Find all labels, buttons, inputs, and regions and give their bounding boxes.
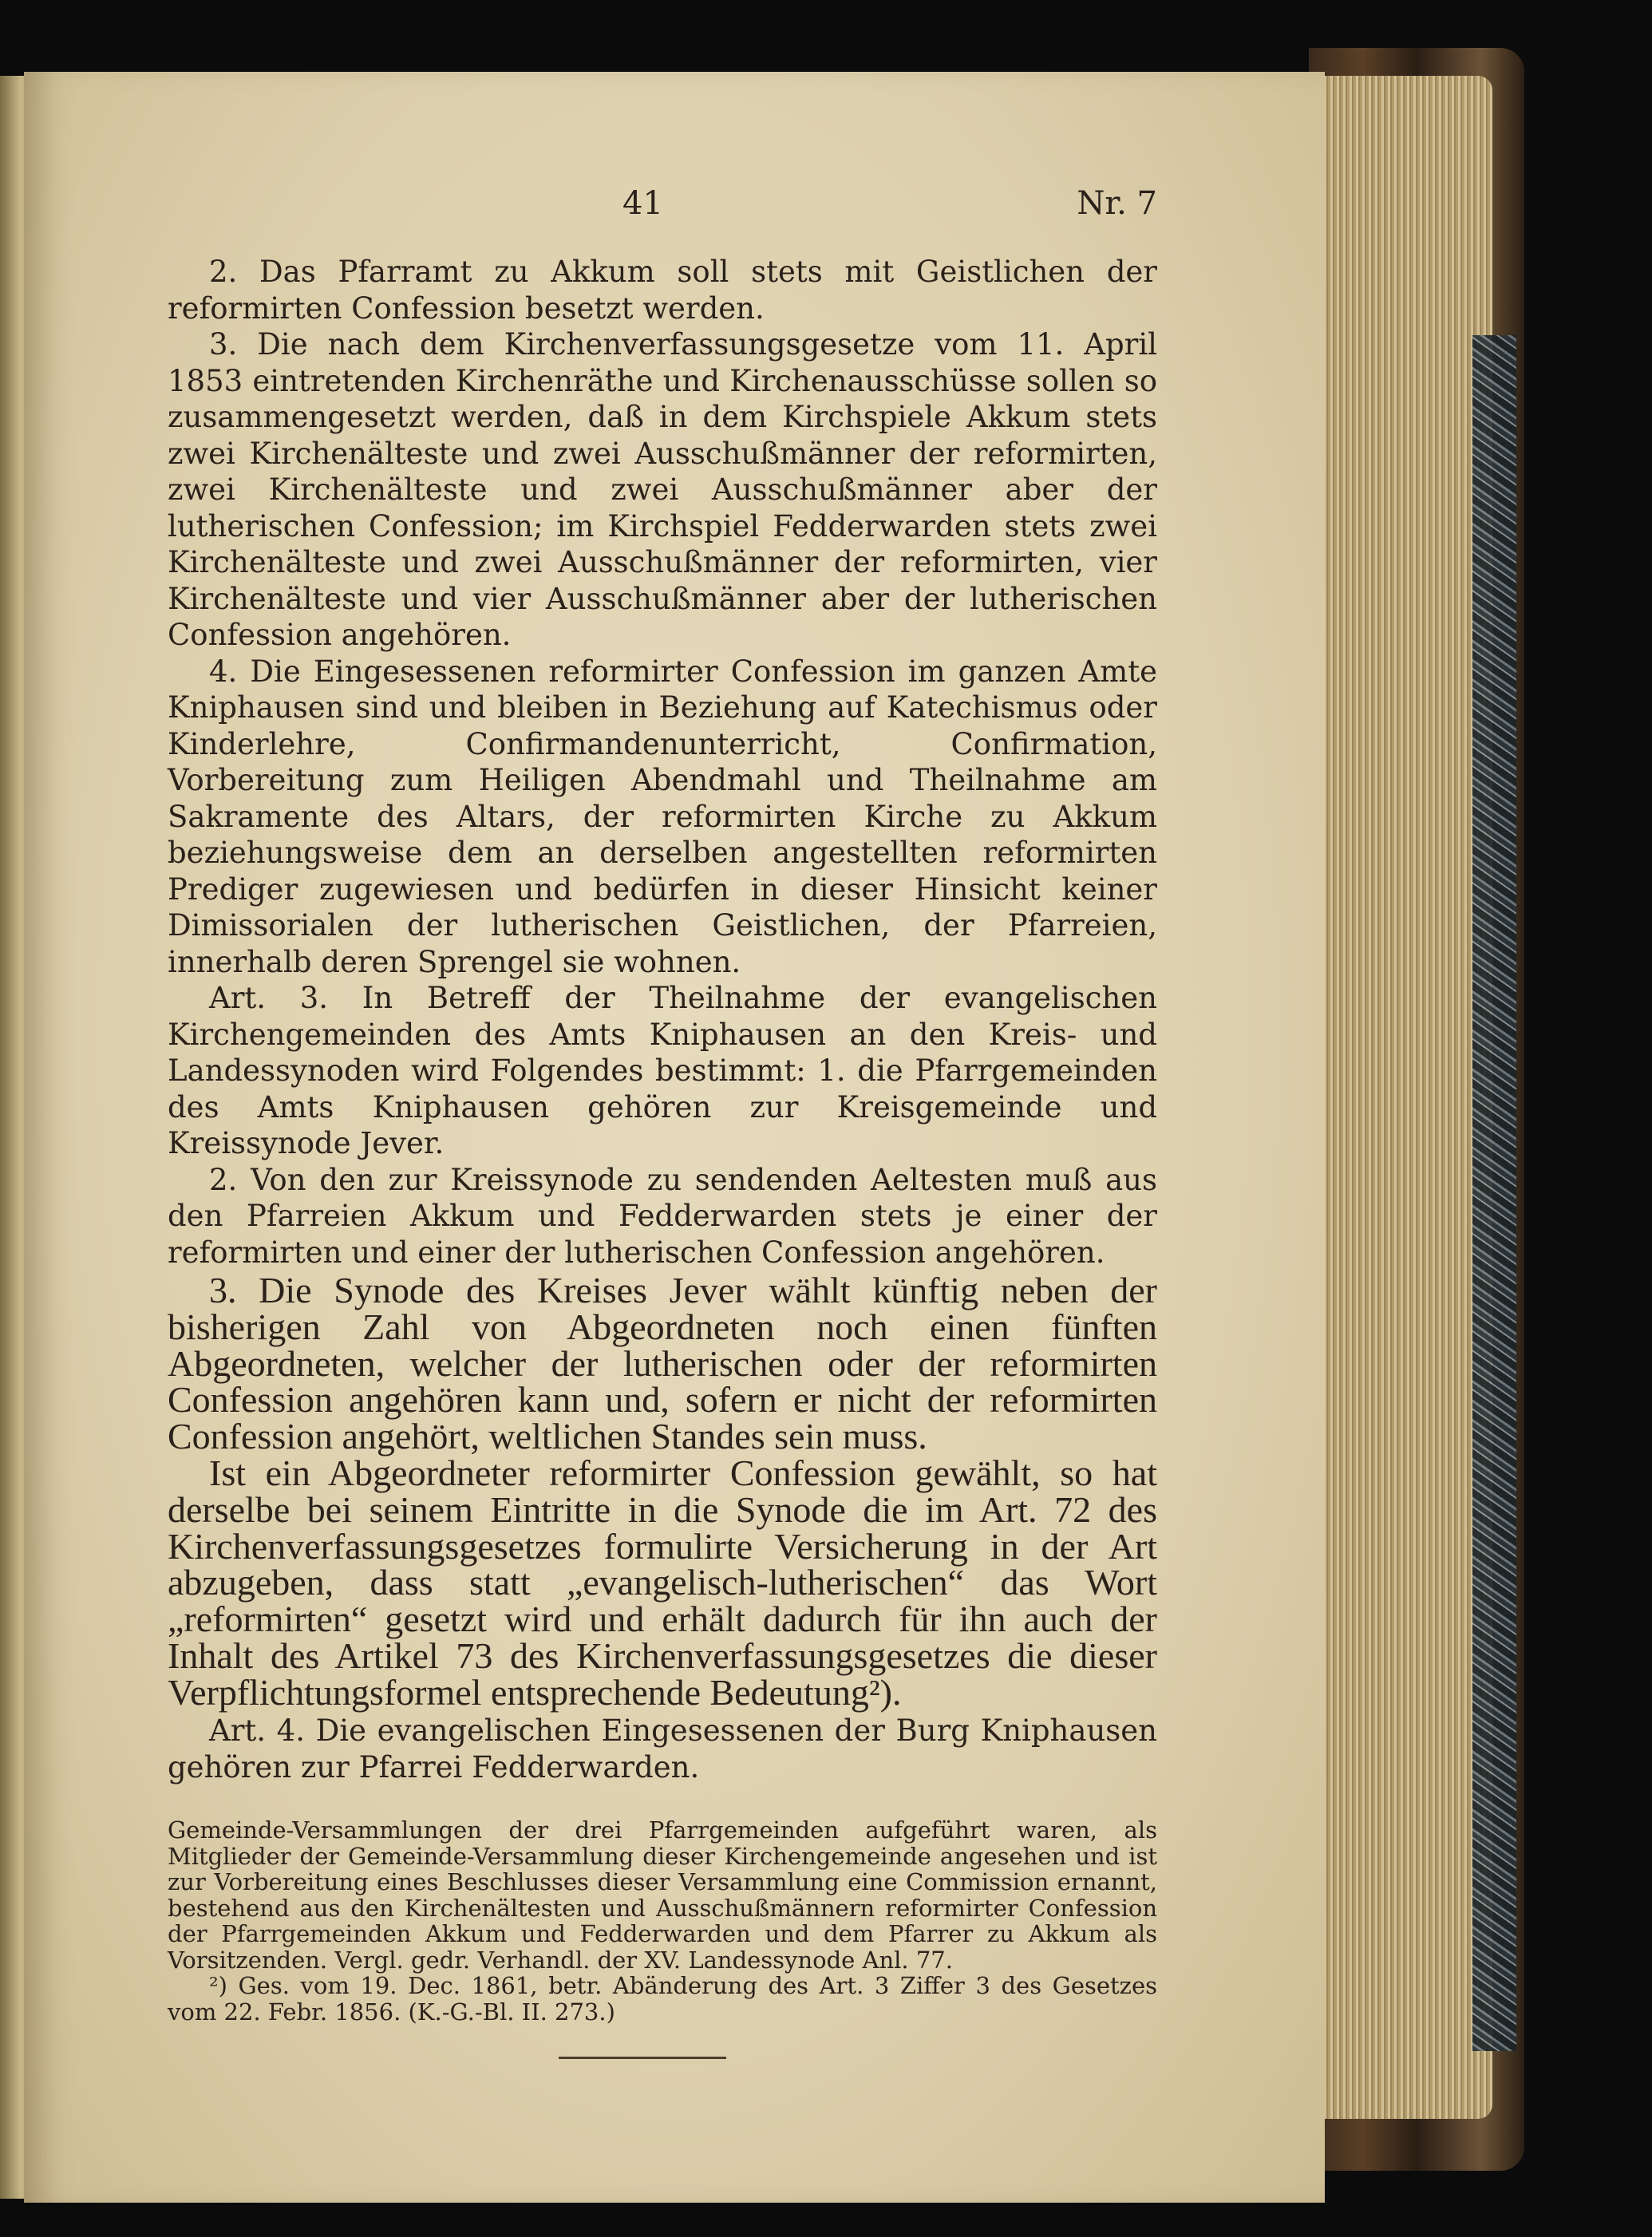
issue-number: Nr. 7 [1077, 185, 1157, 222]
footnote-end-rule [559, 2057, 726, 2059]
paragraph: Art. 3. In Betreff der Theilnahme der evangelischen Kirchengemeinden des Amts Kniphausen an den Kreis- und Landessynoden wird Folgendes bestimmt: 1. die Pfarrgemeinden des Amts Kniphausen gehören zur Kreisgemeinde und Kreissynode Jever. [168, 981, 1157, 1160]
page-number: 41 [622, 185, 663, 222]
paragraph: 2. Das Pfarramt zu Akkum soll stets mit Geistlichen der reformirten Confession besetzt werden. [168, 255, 1157, 326]
antiqua-section [168, 1272, 1157, 1711]
paragraph: 2. Von den zur Kreissynode zu sendenden Aeltesten muß aus den Pfarreien Akkum und Fedderwarden stets je einer der reformirten und einer der lutherischen Confession angehören. [168, 1162, 1157, 1270]
footnotes [168, 1817, 1157, 2025]
paragraph: 3. Die nach dem Kirchenverfassungsgesetze vom 11. April 1853 eintretenden Kirchenräthe und Kirchenausschüsse sollen so zusammengesetzt werden, daß in dem Kirchspiele Akkum stets zwei Kirchenälteste und zwei Ausschußmänner der reformirten, zwei Kirchenälteste und zwei Ausschußmänner aber der lutherischen Confession; im Kirchspiel Fedderwarden stets zwei Kirchenälteste und zwei Ausschußmänner der reformirten, vier Kirchenälteste und vier Ausschußmänner aber der lutherischen Confession angehören. [168, 327, 1157, 652]
fraktur-section [168, 254, 1157, 1271]
page-edges [1309, 76, 1492, 2119]
paragraph: Art. 4. Die evangelischen Eingesessenen der Burg Kniphausen gehören zur Pfarrei Fedderwarden. [168, 1713, 1157, 1784]
marbled-cover [1472, 335, 1516, 2051]
paragraph: 3. Die Synode des Kreises Jever wählt künftig neben der bisherigen Zahl von Abgeordneten noch einen fünften Abgeordneten, welcher der lutherischen oder der reformirten Confession angehören kann und, sofern er nicht der reformirten Confession angehört, weltlichen Standes sein muss. [168, 1270, 1157, 1457]
fraktur-section-end [168, 1713, 1157, 1785]
footnote: ²) Ges. vom 19. Dec. 1861, betr. Abänderung des Art. 3 Ziffer 3 des Gesetzes vom 22. Febr. 1856. (K.-G.-Bl. II. 273.) [168, 1972, 1157, 2026]
paragraph: Ist ein Abgeordneter reformirter Confession gewählt, so hat derselbe bei seinem Eintritte in die Synode die im Art. 72 des Kirchenverfassungsgesetzes formulirte Versicherung in der Art abzugeben, dass statt „evangelisch-lutherischen“ das Wort „reformirten“ gesetzt wird und erhält dadurch für ihn auch der Inhalt des Artikel 73 des Kirchenverfassungsgesetzes die dieser Verpflichtungsformel entsprechende Bedeutung²). [168, 1452, 1157, 1713]
footnote: Gemeinde-Versammlungen der drei Pfarrgemeinden aufgeführt waren, als Mitglieder der Gemeinde-Versammlung dieser Kirchengemeinde angesehen und ist zur Vorbereitung eines Beschlusses dieser Versammlung eine Commission ernannt, bestehend aus den Kirchenältesten und Ausschußmännern reformirter Confession der Pfarrgemeinden Akkum und Fedderwarden und dem Pfarrer zu Akkum als Vorsitzenden. Vergl. gedr. Verhandl. der XV. Landessynode Anl. 77. [168, 1816, 1157, 1974]
page-header [168, 185, 1157, 233]
paragraph: 4. Die Eingesessenen reformirter Confession im ganzen Amte Kniphausen sind und bleiben in Beziehung auf Katechismus oder Kinderlehre, Confirmandenunterricht, Confirmation, Vorbereitung zum Heiligen Abendmahl und Theilnahme am Sakramente des Altars, der reformirten Kirche zu Akkum beziehungsweise dem an derselben angestellten reformirten Prediger zugewiesen und bedürfen in dieser Hinsicht keiner Dimissorialen der lutherischen Geistlichen, der Pfarreien, innerhalb deren Sprengel sie wohnen. [168, 654, 1157, 979]
